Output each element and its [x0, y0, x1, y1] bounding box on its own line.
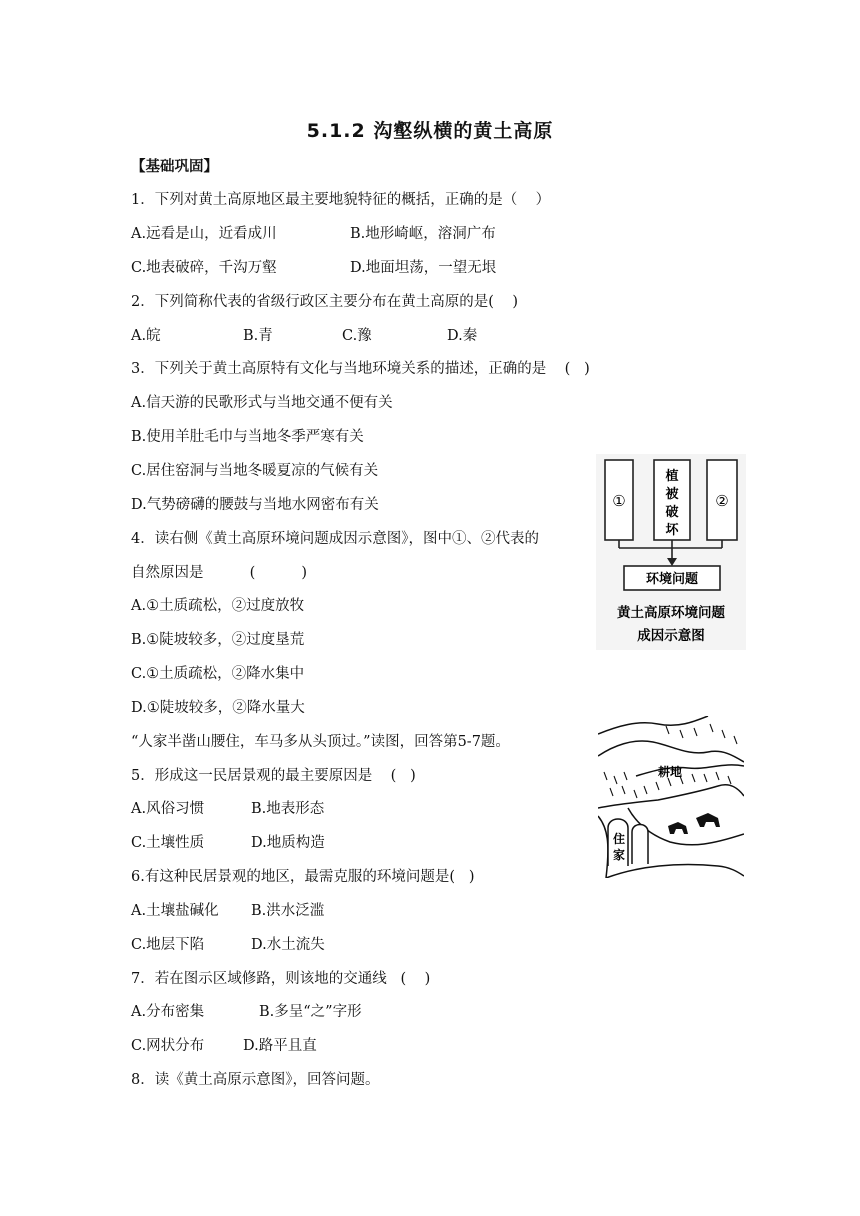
- home-label-1: 住: [613, 832, 626, 846]
- q5-option-d: D.地质构造: [251, 835, 325, 851]
- q2-option-d: D.秦: [447, 328, 478, 344]
- q4-option-d: D.①陡坡较多，②降水量大: [131, 700, 305, 716]
- page-title: 5.1.2 沟壑纵横的黄土高原: [306, 120, 554, 142]
- question-7: 7．若在图示区域修路，则该地的交通线 ( ): [131, 971, 431, 987]
- home-label-2: 家: [613, 848, 626, 862]
- q4-option-c: C.①土质疏松，②降水集中: [131, 666, 305, 682]
- question-4: 4．读右侧《黄土高原环境问题成因示意图》，图中①、②代表的: [131, 531, 539, 547]
- q2-option-c: C.豫: [342, 328, 372, 344]
- q5-option-a: A.风俗习惯: [131, 801, 205, 817]
- q3-option-a: A.信天游的民歌形式与当地交通不便有关: [131, 395, 393, 411]
- q3-option-b: B.使用羊肚毛巾与当地冬季严寒有关: [131, 429, 364, 445]
- cause-label-2: ②: [715, 492, 729, 510]
- vegetation-char-3: 破: [665, 505, 679, 520]
- vegetation-char-1: 植: [665, 469, 679, 484]
- q1-option-b: B.地形崎岖，溶洞广布: [350, 226, 496, 242]
- q3-option-c: C.居住窑洞与当地冬暖夏凉的气候有关: [131, 463, 379, 479]
- q7-option-a: A.分布密集: [131, 1004, 205, 1020]
- problem-label: 环境问题: [645, 572, 699, 587]
- q2-option-b: B.青: [243, 328, 273, 344]
- diagram-caption-line2: 成因示意图: [637, 628, 705, 644]
- q1-option-d: D.地面坦荡，一望无垠: [350, 260, 497, 276]
- q5-option-c: C.土壤性质: [131, 835, 205, 851]
- question-1: 1．下列对黄土高原地区最主要地貌特征的概括，正确的是（ ）: [131, 192, 551, 208]
- question-6: 6.有这种民居景观的地区，最需克服的环境问题是( ): [131, 869, 475, 885]
- q5-option-b: B.地表形态: [251, 801, 325, 817]
- question-3: 3．下列关于黄土高原特有文化与当地环境关系的描述，正确的是 ( ): [131, 361, 590, 377]
- q7-option-d: D.路平且直: [243, 1038, 317, 1054]
- section-heading: 【基础巩固】: [131, 159, 218, 175]
- q6-option-a: A.土壤盐碱化: [131, 903, 219, 919]
- q7-option-b: B.多呈“之”字形: [259, 1004, 362, 1020]
- q1-option-c: C.地表破碎，千沟万壑: [131, 260, 277, 276]
- q1-option-a: A.远看是山，近看成川: [131, 226, 277, 242]
- q6-option-d: D.水土流失: [251, 937, 325, 953]
- vegetation-char-4: 坏: [665, 523, 679, 538]
- q4-option-a: A.①土质疏松，②过度放牧: [131, 598, 305, 614]
- question-4-cont: 自然原因是 ( ): [131, 565, 307, 581]
- cause-label-1: ①: [612, 492, 626, 510]
- field-label: 耕地: [658, 765, 683, 779]
- cave-door-2: [632, 825, 648, 865]
- q2-option-a: A.皖: [131, 328, 161, 344]
- q3-option-d: D.气势磅礴的腰鼓与当地水网密布有关: [131, 497, 379, 513]
- passage-5-7: “人家半凿山腰住，车马多从头顶过。”读图，回答第5-7题。: [131, 734, 510, 750]
- question-2: 2．下列简称代表的省级行政区主要分布在黄土高原的是( ): [131, 294, 518, 310]
- q6-option-b: B.洪水泛滥: [251, 903, 325, 919]
- diagram-caption-line1: 黄土高原环境问题: [617, 605, 725, 621]
- q7-option-c: C.网状分布: [131, 1038, 205, 1054]
- question-8: 8．读《黄土高原示意图》，回答问题。: [131, 1072, 380, 1088]
- environment-cause-diagram: [596, 454, 746, 650]
- vegetation-char-2: 被: [665, 487, 679, 502]
- question-5: 5．形成这一民居景观的最主要原因是 ( ): [131, 768, 416, 784]
- q4-option-b: B.①陡坡较多，②过度垦荒: [131, 632, 305, 648]
- cave-dwelling-illustration: [598, 716, 744, 878]
- q6-option-c: C.地层下陷: [131, 937, 205, 953]
